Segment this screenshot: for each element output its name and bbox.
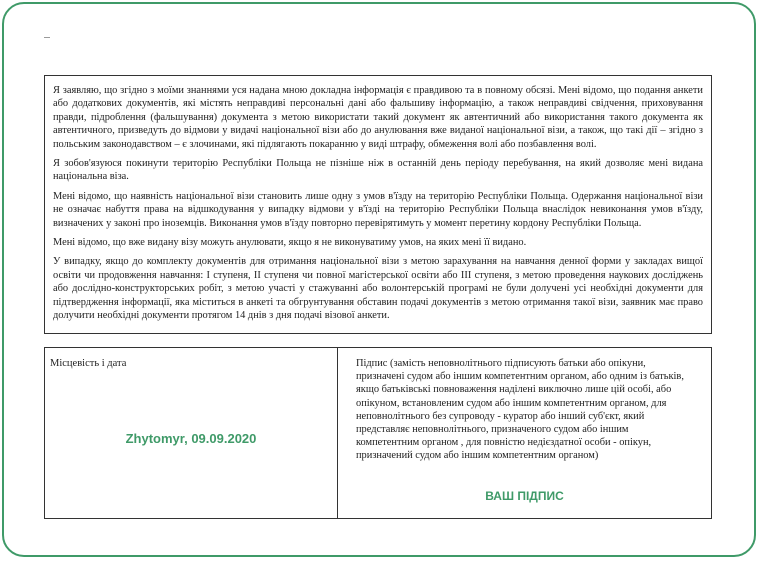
signature-table [44, 347, 712, 519]
declaration-paragraph-5: У випадку, якщо до комплекту документів для отримання національної візи з метою зарахування на навчання денної форми у закладах вищої освіти чи продовження навчання: І ступеня, ІІ ступеня чи повної магістерської освіти або ІІІ ступеня, з метою проведення наукових досліджень або дослідно-конструкторських робіт, з метою участі у стажуванні або волонтерській програмі не були долучені усі необхідні документи для підтвердження інформації, яка міститься в анкеті та обгрунтування обставин подачі документів з метою отримання такої візи, заявник має право долучити необхідні документи протягом 14 днів з дня подачі візової анкети. [53, 256, 703, 322]
signature-cell[interactable] [338, 348, 711, 518]
signature-label: Підпис (замість неповнолітнього підписують батьки або опікуни, призначені судом або іншим компетентним органом, або одним із батьків, якщо батьківські повноваження наділені виключно лише цій особі, або опікуном, встановленим судом або іншим компетентним органом, для неповнолітнього без супроводу - куратор або інший суб'єкт, який представляє неповнолітнього, призначеного судом або іншим компетентним органом , для повністю недієздатної особи - опікун, призначений судом або іншим компетентним органом) [356, 358, 684, 462]
declaration-paragraph-2: Я зобов'язуюся покинути територію Республіки Польща не пізніше ніж в останній день періоду перебування, на який дозволяє мені видана національна віза. [53, 158, 703, 183]
declaration-paragraph-1: Я заявляю, що згідно з моїми знаннями уся надана мною докладна інформація є правдивою та в повному обсязі. Мені відомо, що подання анкети або додаткових документів, які містять неправдиві персональні дані або фальшиву інформацію, а також неправдиві свідчення, приховування правди, підроблення (фальшування) документа з метою використати такий документ як автентичний або використання такого документа як автентичного, призведуть до відмови у видачі національної візи або до анулювання вже виданої національної візи, а також, що такі дії – згідно з польським законодавством – є злочинами, які підлягають покаранню у виді штрафу, обмеження волі або позбавлення волі. [53, 85, 703, 150]
place-date-cell[interactable] [45, 348, 338, 518]
declaration-box [44, 75, 712, 334]
signature-value[interactable]: ВАШ ПІДПИС [485, 489, 564, 503]
place-date-value[interactable]: Zhytomyr, 09.09.2020 [125, 431, 257, 446]
declaration-paragraph-4: Мені відомо, що вже видану візу можуть анулювати, якщо я не виконуватиму умов, на яких мені її видано. [53, 237, 527, 249]
dash-mark [44, 37, 50, 38]
declaration-paragraph-3: Мені відомо, що наявність національної візи становить лише одну з умов в'їзду на територію Республіки Польща. Одержання національної візи не означає набуття права на відшкодування у випадку відмови у в'їзді на територію Республіки Польща внаслідок невиконання умов в'їзду, визначених у законі про іноземців. Виконання умов в'їзду повторно перевірятимуть у момент перетину кордону Республіки Польща. [53, 190, 703, 229]
place-date-label: Місцевість і дата [50, 358, 127, 369]
